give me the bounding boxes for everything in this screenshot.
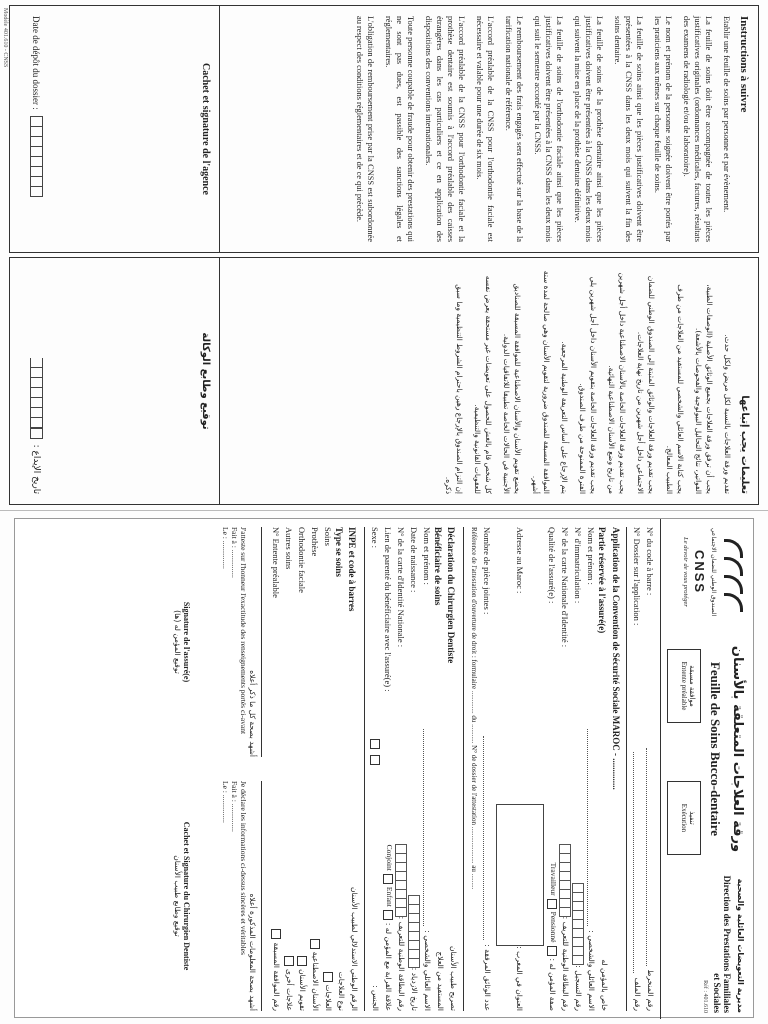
form-reference: Réf : 401.610	[702, 980, 708, 1013]
insured-section-title-ar: خاص بالمؤمن له	[600, 959, 609, 1011]
cni2-label-ar: رقم البطاقة الوطنية للتعريف :	[397, 916, 406, 1011]
insured-signature-block[interactable]	[173, 527, 262, 757]
beneficiary-name-field[interactable]	[424, 729, 432, 927]
instruction-paragraph-fr: Le nom et prénom de la personne soignée doivent être portés par les praticiens aux mêmes sur chaque feuille de soins.	[653, 16, 673, 242]
instruction-paragraph-ar: يتم الإرجاع على أساس التعريفة الوطنية المرجعية.	[560, 341, 569, 494]
sexe-row[interactable]	[369, 527, 382, 1011]
deposit-date-cells-fr[interactable]	[30, 116, 43, 197]
instruction-paragraph-ar: كل شخص قام بالغش للحصول على تعويضات غير مستحقة يعرض نفسه للعقوبات القانونية والتنظيمية.	[473, 275, 493, 494]
soins-item-label-ar: الأسنان الاصطناعية	[311, 951, 320, 1011]
instruction-paragraph-fr: L'obligation de remboursement prise par la CNSS est subordonnée au respect des conditions réglementaires et de ce qui précède.	[355, 16, 375, 242]
logo-arc-icon	[724, 539, 743, 558]
pensionne-label: Pensionné	[548, 911, 558, 943]
le-label: Le :	[221, 781, 230, 793]
soins-item[interactable]	[322, 527, 335, 1011]
lien-label: Lien de parenté du bénéficiaire avec l'assuré(e) :	[383, 527, 394, 692]
form-rotated	[14, 518, 754, 1018]
instruction-paragraph-ar: يجب كتابة الاسم العائلي والشخصي للمستفيد من العلاجات من طرف الطبيب المعالج.	[665, 284, 685, 494]
logo-arc-icon	[724, 575, 743, 594]
deposit-date-label-ar: تاريخ الإيداع :	[31, 444, 42, 494]
inpe-label: INPE et code à barres	[347, 527, 357, 612]
instructions-fr-box	[9, 5, 759, 253]
deposit-date-cells-ar[interactable]	[30, 358, 43, 439]
travailleur-checkbox[interactable]	[547, 899, 557, 909]
dossier-row[interactable]	[631, 527, 644, 1011]
beneficiary-title-ar: المستفيد من العلاج	[436, 951, 445, 1011]
sexe-m-checkbox[interactable]	[371, 739, 381, 749]
instruction-paragraph-fr: La feuille de soins de l'orthodontie faciale ainsi que les pièces justificatives doivent être présentées à la CNSS dans les deux mois qui suit le semestre accordé par la CNSS.	[533, 16, 564, 242]
reference-label: Référence de l'attestation d'ouverture de droit : formulaire ............. du ........... N° de dossier de l'attestation ..................... au .........	[470, 527, 479, 890]
qualite-label: Qualité de l'assuré(e) :	[547, 527, 558, 604]
instruction-paragraph-fr: L'accord préalable de la CNSS pour l'orthodontie faciale et la prothèse dentaire est soumis à l'accord préalable des caisses étrangères dans les cas particuliers et ce en application des dispositions des conventions internationales.	[424, 16, 466, 242]
instruction-paragraph-ar: إن التزام الصندوق بالإرجاع رهين باحترام الشروط التنظيمية وما سبق ذكره.	[444, 284, 464, 494]
address-label: Adresse au Maroc :	[515, 527, 525, 594]
instruction-paragraph-ar: يجب تقديم ورقة العلاجات الخاصة بتقويم الأسنان داخل أجل شهرين يلي الفترة الممنوحة من طرف الصندوق.	[578, 276, 598, 494]
instructions-ar-list	[443, 268, 733, 494]
sexe-f-checkbox[interactable]	[371, 755, 381, 765]
deposit-date-row-ar	[30, 268, 43, 494]
qualite-row[interactable]	[546, 527, 559, 1011]
instructions-rotated	[9, 5, 759, 505]
enfant-checkbox[interactable]	[383, 910, 393, 920]
conjoint-label: Conjoint	[384, 844, 394, 871]
section-divider	[463, 527, 464, 1011]
conjoint-checkbox[interactable]	[383, 874, 393, 884]
instruction-paragraph-ar: يجب تقديم ورقة العلاجات الخاصة بالأسنان الاصطناعية داخل أجل شهرين من تاريخ وضع الأسنان الاصطناعية النهائية.	[607, 272, 627, 494]
instructions-page	[0, 0, 768, 510]
insured-le: Le : ...............	[221, 527, 230, 569]
soins-item[interactable]	[309, 527, 322, 1011]
soins-item-checkbox[interactable]	[272, 929, 282, 939]
dossier-field[interactable]	[634, 752, 642, 973]
soins-item[interactable]	[283, 527, 296, 1011]
insured-name-label: Nom et prénom :	[586, 527, 597, 585]
agency-stamp-label-fr: Cachet et signature de l'agence	[200, 62, 211, 195]
insured-attest-fr: J'atteste sur l'honneur l'exactitude des renseignements portés ci-avant	[239, 527, 248, 735]
execution-label-ar: تنفيذ	[688, 811, 696, 825]
address-row[interactable]	[494, 527, 546, 1011]
birthdate-row[interactable]	[408, 527, 421, 1011]
instructions-fr-title: Instructions à suivre	[738, 16, 750, 113]
instruction-paragraph-fr: Toute personne coupable de fraude pour obtenir des prestations qui ne sont pas dues, est passible des sanctions légales et réglementaires.	[384, 16, 415, 242]
immatriculation-label-ar: رقم التسجيل :	[574, 965, 583, 1011]
form-header	[660, 519, 753, 1019]
form-page	[0, 511, 768, 1024]
insured-signature-label: Signature de l'assuré(e)	[182, 601, 191, 683]
section-divider	[364, 527, 365, 1011]
enfant-label: Enfant	[384, 886, 394, 907]
soins-list	[270, 527, 335, 1011]
insured-name-field[interactable]	[588, 729, 596, 927]
beneficiary-name-label: Nom et prénom :	[422, 527, 433, 585]
dentist-signature-block[interactable]	[173, 781, 262, 1011]
le-label: Le :	[221, 527, 230, 539]
pieces-row[interactable]	[481, 527, 494, 1011]
form-title-ar: ورقة العلاجات المتعلقة بالأسنان	[730, 645, 745, 853]
inpe-label-ar: الرقم الوطني الاستدلالي لطبيب الأسنان	[350, 886, 359, 1011]
birthdate-label-ar: تاريخ الازدياد :	[410, 967, 419, 1011]
section-divider	[626, 527, 627, 1011]
beneficiary-name-label-ar: الاسم العائلي والشخصي :	[423, 930, 432, 1011]
instruction-paragraph-ar: يجب أن ترفق ورقة العلاجات بجميع الوثائق الأصلية (الوصفات الطبية، الفواتير، نتائج التحاليل البيولوجية والفحوصات بالأشعة).	[694, 284, 714, 494]
org-name-ar: الصندوق الوطني للضمان الاجتماعي	[710, 527, 717, 617]
inpe-row[interactable]	[348, 527, 361, 1011]
soins-item-label-ar: تقويم الأسنان	[298, 969, 307, 1011]
sexe-label: Sexe :	[370, 527, 381, 549]
cnss-logo	[669, 527, 747, 617]
instruction-paragraph-ar: الموافقة المسبقة للصندوق ضرورية لتقويم الأسنان وهي صالحة لمدة ستة أشهر.	[531, 270, 551, 494]
travailleur-option[interactable]	[547, 863, 557, 912]
dentist-attest-fr: Je déclare les informations ci-dessus sincères et véritables	[239, 781, 248, 955]
cni-label-ar: رقم البطاقة الوطنية للتعريف :	[561, 916, 570, 1011]
soins-item-label: N° Entente préalable	[271, 527, 282, 598]
type-soins-title-ar: نوع العلاجات	[337, 971, 346, 1011]
soins-item-label: Soins	[323, 527, 334, 546]
entente-label-fr: Entente préalable	[680, 661, 688, 711]
barcode-row[interactable]	[644, 527, 657, 1011]
form-title-fr: Feuille de Soins Bucco-dentaire	[708, 661, 723, 837]
cni2-row[interactable]	[395, 527, 408, 1011]
immatriculation-cells[interactable]	[573, 883, 585, 965]
form-body	[173, 527, 657, 1011]
insured-attest-ar: أشهد بصحة كل ما ذكر أعلاه	[248, 670, 257, 757]
reference-row[interactable]	[468, 527, 481, 1011]
beneficiary-title: Bénéficiaire de soins	[433, 527, 443, 606]
cni2-cells[interactable]	[396, 844, 408, 917]
address-label-ar: العنوان في المغرب :	[515, 946, 525, 1011]
agency-stamp-area-fr	[10, 6, 220, 252]
cni-cells[interactable]	[560, 844, 572, 917]
instructions-ar-title: تعليمات يجب إتباعها	[739, 395, 750, 494]
logo-arc-icon	[724, 557, 743, 576]
logo-arc-icon	[724, 593, 743, 612]
lien-label-ar: علاقة القرابة مع المؤمن له :	[384, 922, 393, 1011]
dentist-le: Le : ...............	[221, 781, 230, 823]
agency-stamp-label-ar: توقيع وطابع الوكالة	[200, 332, 211, 430]
address-field[interactable]	[496, 804, 544, 946]
org-short-name: CNSS	[692, 549, 707, 595]
entente-label-ar: موافقة مسبقة	[688, 665, 696, 707]
dentist-signature-label: Cachet et Signature du Chirurgien Dentiste	[182, 821, 191, 971]
execution-label-fr: Exécution	[680, 803, 688, 833]
birthdate-cells[interactable]	[409, 895, 421, 968]
insured-fait-a: Fait à : ...............	[230, 527, 239, 578]
cni-row[interactable]	[559, 527, 572, 1011]
barcode-label-ar: رقم المنخرط	[646, 969, 655, 1011]
declaration-title: Déclaration du Chirurgien Dentiste	[446, 527, 456, 664]
instruction-paragraph-ar: تقديم ورقة العلاجات بالنسبة لكل مريض ولكل حدث.	[723, 334, 732, 494]
dossier-label: N° Dossier sur l'application :	[632, 527, 643, 626]
conjoint-option[interactable]	[383, 845, 393, 887]
instruction-paragraph-fr: La feuille de soins de la prothèse dentaire ainsi que les pièces justificatives doivent être présentées à la CNSS dans les deux mois qui suivent la mise en place de la prothèse dentaire définitive.	[573, 16, 604, 242]
soins-item-checkbox[interactable]	[285, 956, 295, 966]
dentist-signature-label-ar: توقيع وطابع طبيب الأسنان	[173, 855, 182, 937]
deposit-date-label-fr: Date de dépôt du dossier :	[31, 16, 42, 110]
lien-row[interactable]	[382, 527, 395, 1011]
deposit-date-row-fr	[30, 16, 43, 242]
directorate-name-fr: Direction des Prestations Familiales et Sociales	[712, 875, 732, 1013]
birthdate-label: Date de naissance :	[409, 527, 420, 593]
soins-item-label-ar: العلاجات	[324, 984, 333, 1011]
signatures-row	[173, 527, 262, 1011]
sexe-label-ar: الجنس :	[371, 985, 380, 1012]
soins-item[interactable]	[296, 527, 309, 1011]
side-note: Modèle 401.610 - CNSS	[2, 8, 8, 68]
fait-a-label: Fait à :	[230, 781, 239, 802]
soins-item-label-ar: رقم الموافقة المسبقة	[272, 942, 281, 1011]
agency-stamp-area-ar	[10, 258, 220, 504]
barcode-field[interactable]	[647, 748, 655, 965]
convention-label: Application de la Convention de Sécurité Sociale MAROC - ..............	[611, 527, 621, 790]
directorate-block	[702, 873, 745, 1013]
qualite-label-ar: صفة المؤمن له :	[548, 958, 557, 1011]
instruction-paragraph-fr: La feuille de soins doit être accompagnée de toutes les pièces justificatives originales (ordonnances médicales, factures, résultats des examens de radiologie et/ou de laboratoire).	[682, 16, 713, 242]
pensionne-option[interactable]	[547, 912, 557, 959]
dentist-attest-ar: أشهد بصحة المعلومات المذكورة أعلاه	[248, 893, 257, 1011]
instruction-paragraph-fr: La feuille de soins ainsi que les pièces justificatives doivent être présentées à la CNSS dans les deux mois qui suivent la fin des soins dentaire.	[613, 16, 644, 242]
execution-box[interactable]	[667, 781, 701, 855]
pensionne-checkbox[interactable]	[547, 946, 557, 956]
sexe-spacer	[372, 772, 379, 981]
soins-item-label-ar: علاجات أخرى	[285, 968, 294, 1011]
dentist-fait-a: Fait à : ...............	[230, 781, 239, 832]
instructions-ar-box	[9, 257, 759, 505]
insured-section-row	[598, 527, 611, 1011]
immatriculation-label: N° d'immatriculation :	[573, 527, 584, 604]
soins-item-checkbox[interactable]	[324, 972, 334, 982]
instruction-paragraph-fr: Etablir une feuille de soins par personne et par évènement.	[722, 16, 731, 213]
travailleur-label: Travailleur	[548, 862, 558, 896]
enfant-option[interactable]	[383, 887, 393, 923]
pieces-field[interactable]	[484, 736, 492, 941]
declaration-title-ar: تصريح طبيب الأسنان	[449, 946, 458, 1011]
insured-name-label-ar: الاسم العائلي والشخصي :	[587, 930, 596, 1011]
instruction-paragraph-ar: يجب تقديم ورقة العلاجات والوثائق المثبتة إلى الصندوق الوطني للضمان الاجتماعي داخل أجل شهرين من تاريخ نهاية العلاجات.	[636, 275, 656, 494]
soins-item-label: Prothèse	[310, 527, 321, 557]
dental-care-form	[14, 518, 754, 1018]
instruction-paragraph-fr: L'accord préalable de la CNSS pour l'orthodontie faciale est nécessaire et valable pour une durée de six mois.	[475, 16, 495, 242]
insured-section-title: Partie réservée à l'assuré(e)	[597, 527, 607, 634]
pieces-label-ar: عدد الوثائق المرفقة :	[483, 944, 492, 1012]
pieces-label: Nombre de pièce jointes :	[482, 527, 493, 615]
immatriculation-row[interactable]	[572, 527, 585, 1011]
fait-a-label: Fait à :	[230, 527, 239, 548]
barcode-label: N° du code à barre :	[645, 527, 656, 596]
dossier-label-ar: رقم الملف	[633, 977, 642, 1012]
directorate-name-ar: مديرية التعويضات العائلية والصحية	[736, 878, 745, 1013]
instructions-fr-list	[354, 16, 732, 242]
declaration-row	[447, 527, 460, 1011]
entente-prealable-box[interactable]	[667, 649, 701, 723]
type-soins-title: Type se soins	[334, 527, 344, 577]
org-tagline: Le devoir de vous protéger	[682, 537, 689, 607]
cni-label: N° de la carte Nationale d'Identité :	[560, 527, 571, 648]
soins-item-checkbox[interactable]	[298, 956, 308, 966]
instruction-paragraph-ar: يخضع تقويم الأسنان والأسنان الاصطناعية للموافقة المسبقة للصناديق الأجنبية في الحالات الخاصة تطبيقا للاتفاقيات الدولية.	[502, 283, 522, 494]
cni2-label: N° de la carte d'Identité Nationale :	[396, 527, 407, 648]
soins-item-checkbox[interactable]	[311, 939, 321, 949]
soins-item[interactable]	[270, 527, 283, 1011]
instruction-paragraph-fr: Le remboursement des frais engagés sera effectué sur la base de la tarification nationale de référence.	[504, 16, 524, 242]
insured-signature-label-ar: توقيع المؤمن له (ها)	[173, 610, 182, 674]
soins-item-label: Autres soins	[284, 527, 295, 570]
soins-item-label: Orthodontie faciale	[297, 527, 308, 593]
